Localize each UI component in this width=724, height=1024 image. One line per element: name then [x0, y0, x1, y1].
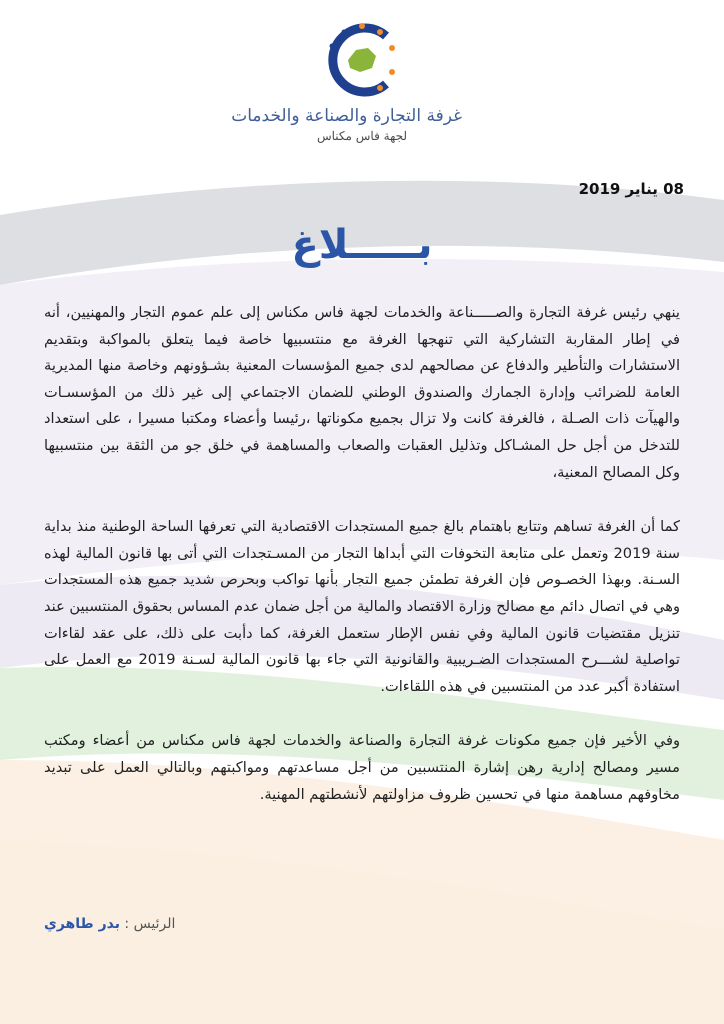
signature-title: الرئيس :: [119, 916, 176, 932]
paragraph-finance-law: كما أن الغرفة تساهم وتتابع باهتمام بالغ جميع المستجدات الاقتصادية التي تعرفها الساحة الوطنية منذ بداية سنة 2019 وتعمل على متابعة التخوفات التي أبداها التجار من المسـتجدات التي أتى بها قانون المالية لهذه السـنة. وبهذا الخصـوص فإن الغرفة تطمئن جميع التجار بأنها تواكب وبحرص شديد جميع هذه المستجدات وهي في اتصال دائم مع مصالح وزارة الاقتصاد والمالية من أجل ضمان عدم المساس بحقوق المنتسبين عند تنزيل مقتضيات قانون المالية وفي نفس الإطار ستعمل الغرفة، كما دأبت على ذلك، على عقد لقاءات تواصلية لشـــرح المستجدات الضـريبية والقانونية التي جاء بها قانون المالية لسـنة 2019 مع العمل على استفادة أكبر عدد من المنتسبين في هذه اللقاءات.: [44, 518, 680, 695]
document-date: 08 يناير 2019: [578, 180, 684, 198]
document-body: [44, 300, 680, 808]
org-name: غرفة التجارة والصناعة والخدمات: [231, 106, 462, 126]
header: [231, 20, 462, 143]
paragraph-intro: ينهي رئيس غرفة التجارة والصـــــناعة والخدمات لجهة فاس مكناس إلى علم عموم التجار والمهنيين، أنه في إطار المقاربة التشاركية التي تنهجها الغرفة مع منتسبيها خاصة فيما يتعلق بالمواكبة وبتقديم الاستشارات والتأطير والدفاع عن مصالحهم لدى جميع المؤسسات المعنية بشـؤونهم وخاصة منها المديرية العامة للضرائب وإدارة الجمارك والصندوق الوطني للضمان الاجتماعي إلى غير ذلك من المؤسسـات والهيآت ذات الصـلة ، فالغرفة كانت ولا تزال بجميع مكوناتها ،رئيسا وأعضاء ومكتبا مسيرا ، على استعداد للتدخل من أجل حل المشـاكل وتذليل العقبات والصعاب والمساهمة في خلق جو من الثقة بين منتسبيها وكل المصالح المعنية،: [44, 304, 680, 481]
org-region: لجهة فاس مكناس: [316, 129, 408, 143]
chamber-crest-logo-icon: [322, 20, 402, 100]
signature: [44, 916, 175, 932]
document-title: بـــــلاغ: [291, 222, 433, 268]
paragraph-closing: وفي الأخير فإن جميع مكونات غرفة التجارة والصناعة والخدمات لجهة فاس مكناس من أعضاء ومكتب مسير ومصالح إدارية رهن إشارة المنتسبين من أجل مساعدتهم ومواكبتهم وبالتالي العمل على تبديد مخاوفهم مساهمة منها في تحسين ظروف مزاولتهم لأنشطتهم المهنية.: [44, 732, 680, 803]
signature-name: بدر طاهري: [44, 916, 120, 932]
